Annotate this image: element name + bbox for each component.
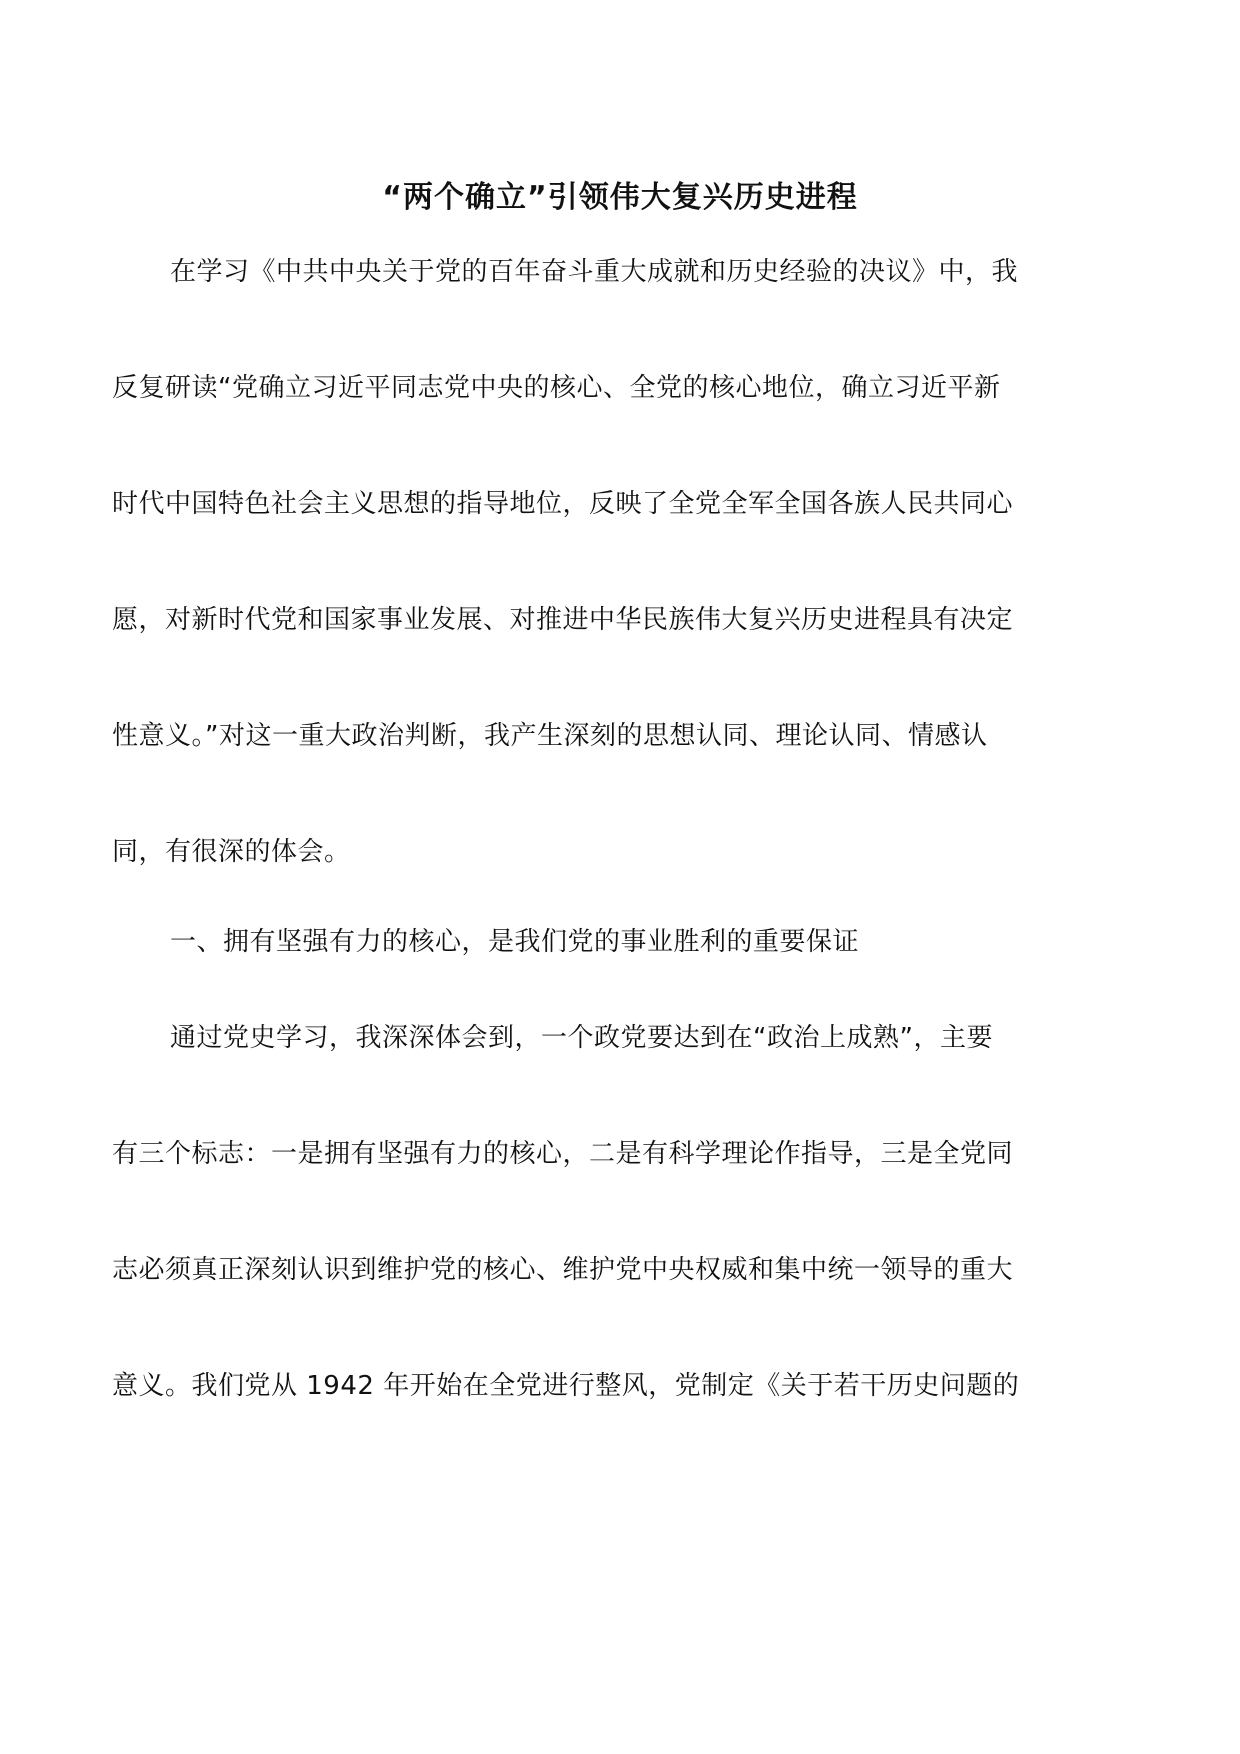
paragraph-1-line-6: 同，有很深的体会。 xyxy=(112,837,351,867)
document-title: “两个确立”引领伟大复兴历史进程 xyxy=(382,180,858,215)
paragraph-2-line-4: 意义。我们党从 1942 年开始在全党进行整风，党制定《关于若干历史问题的 xyxy=(112,1371,1020,1401)
paragraph-1-line-2: 反复研读“党确立习近平同志党中央的核心、全党的核心地位，确立习近平新 xyxy=(112,373,1001,403)
paragraph-2-line-1: 通过党史学习，我深深体会到，一个政党要达到在“政治上成熟”，主要 xyxy=(170,1023,993,1053)
paragraph-1-line-5: 性意义。”对这一重大政治判断，我产生深刻的思想认同、理论认同、情感认 xyxy=(112,721,988,751)
paragraph-1-line-1: 在学习《中共中央关于党的百年奋斗重大成就和历史经验的决议》中，我 xyxy=(170,257,1019,287)
paragraph-1-line-3: 时代中国特色社会主义思想的指导地位，反映了全党全军全国各族人民共同心 xyxy=(112,489,1014,519)
paragraph-1-line-4: 愿，对新时代党和国家事业发展、对推进中华民族伟大复兴历史进程具有决定 xyxy=(112,605,1014,635)
paragraph-2-line-3: 志必须真正深刻认识到维护党的核心、维护党中央权威和集中统一领导的重大 xyxy=(112,1255,1014,1285)
paragraph-2-line-2: 有三个标志：一是拥有坚强有力的核心，二是有科学理论作指导，三是全党同 xyxy=(112,1139,1014,1169)
section-heading-1: 一、拥有坚强有力的核心，是我们党的事业胜利的重要保证 xyxy=(170,927,860,957)
